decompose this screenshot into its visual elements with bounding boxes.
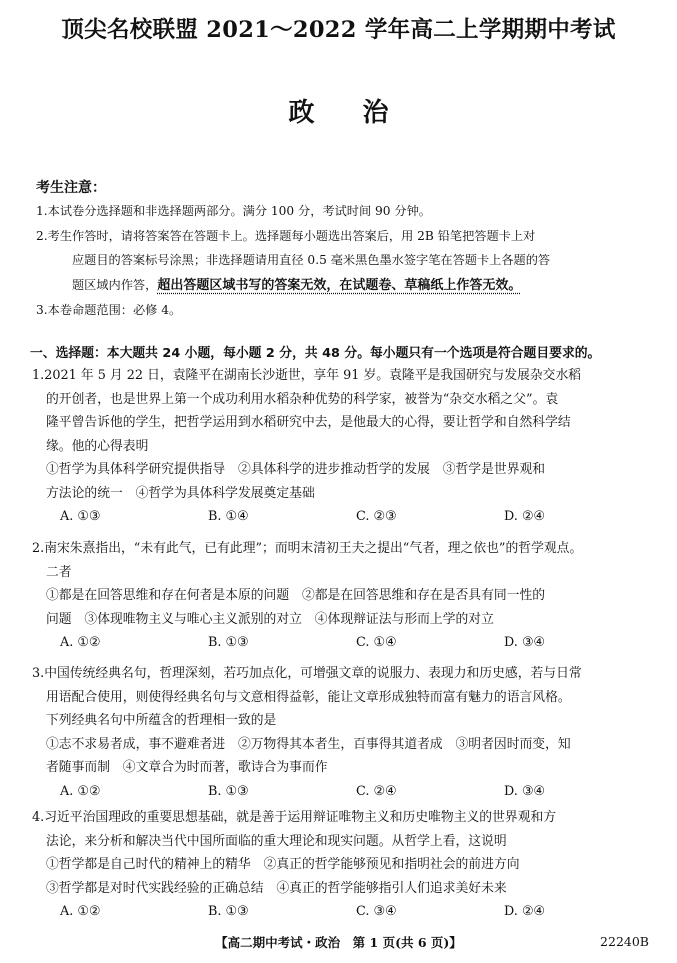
subject-title: 政治 [288, 98, 437, 128]
question-3 [32, 662, 652, 803]
notice-item: 题区域内作答， [72, 277, 158, 292]
question-line: 用语配合使用，则使得经典名句与文意相得益彰，能让文章形成独特而富有魅力的语言风格。 [46, 689, 571, 705]
option-a: A. ①② [60, 783, 101, 799]
question-line: 隆平曾告诉他的学生，把哲学运用到水稻研究中去，是他最大的心得，要让哲学和自然科学结 [46, 415, 571, 430]
question-line: 下列经典名句中所蕴含的哲理相一致的是 [46, 713, 277, 728]
question-line: 二者 [46, 564, 72, 580]
option-c: C. ②③ [356, 509, 397, 524]
notice-item: 2.考生作答时，请将答案答在答题卡上。选择题每小题选出答案后，用 2B 铅笔把答题卡上对 [36, 228, 536, 243]
notice-emphasis: 超出答题区域书写的答案无效，在试题卷、草稿纸上作答无效。 [157, 277, 522, 293]
option-b: B. ①③ [208, 904, 249, 919]
question-line: 的开创者，也是世界上第一个成功利用水稻杂种优势的科学家，被誉为“杂交水稻之父”。袁 [46, 391, 559, 407]
option-d: D. ②④ [504, 509, 545, 524]
options-row [32, 631, 652, 655]
option-a: A. ①③ [60, 509, 101, 524]
question-line: 1.2021 年 5 月 22 日，袁隆平在湖南长沙逝世，享年 91 岁。袁隆平是我国研究与发展杂交水稻 [32, 368, 582, 383]
option-b: B. ①③ [208, 783, 249, 799]
question-line: 缘。他的心得表明 [46, 438, 149, 454]
notice-item-line [36, 273, 651, 299]
notice-item: 应题目的答案标号涂黑；非选择题请用直径 0.5 毫米黑色墨水签字笔在答题卡上各题的答 [72, 253, 551, 267]
question-line: 问题 ③体现唯物主义与唯心主义派别的对立 ④体现辩证法与形而上学的对立 [46, 611, 494, 627]
notice-item: 1.本试卷分选择题和非选择题两部分。满分 100 分，考试时间 90 分钟。 [36, 204, 431, 218]
option-b: B. ①③ [208, 635, 249, 650]
question-line: ①志不求易者成，事不避难者进 ②万物得其本者生，百事得其道者成 ③明者因时而变，知 [46, 736, 571, 752]
option-c: C. ①④ [356, 635, 397, 650]
option-d: D. ③④ [504, 783, 545, 799]
page-footer: 【高二期中考试・政治 第 1 页(共 6 页)】 [215, 935, 462, 950]
paper-code: 22240B [600, 934, 649, 949]
question-line: ③哲学都是对时代实践经验的正确总结 ④真正的哲学能够指引人们追求美好未来 [46, 880, 507, 896]
question-line: 法论，来分析和解决当代中国所面临的重大理论和现实问题。从哲学上看，这说明 [46, 833, 507, 849]
options-row [32, 780, 652, 804]
options-row [32, 505, 652, 529]
question-line: ①哲学都是自己时代的精神上的精华 ②真正的哲学能够预见和指明社会的前进方向 [46, 857, 520, 872]
question-line: ①都是在回答思维和存在何者是本原的问题 ②都是在回答思维和存在是否具有同一性的 [46, 588, 546, 603]
exam-title: 顶尖名校联盟 2021～2022 学年高二上学期期中考试 [61, 17, 616, 43]
question-1 [32, 364, 652, 529]
option-b: B. ①④ [208, 509, 249, 524]
question-line: 者随事而制 ④文章合为时而著，歌诗合为事而作 [46, 760, 328, 775]
option-c: C. ②④ [356, 783, 397, 799]
question-line: 2.南宋朱熹指出，“未有此气，已有此理”；而明末清初王夫之提出“气者，理之依也”的哲学观点。 [32, 541, 583, 556]
question-4 [32, 806, 652, 924]
options-row [32, 900, 652, 924]
option-d: D. ③④ [504, 635, 545, 650]
option-a: A. ①② [60, 635, 101, 650]
question-line: 3.中国传统经典名句，哲理深刻，若巧加点化，可增强文章的说服力、表现力和历史感，若与日常 [32, 666, 582, 681]
notice-heading: 考生注意： [36, 180, 106, 196]
question-2 [32, 537, 652, 655]
section-heading: 一、选择题：本大题共 24 小题，每小题 2 分，共 48 分。每小题只有一个选项是符合题目要求的。 [30, 346, 601, 361]
question-line: 4.习近平治国理政的重要思想基础，就是善于运用辩证唯物主义和历史唯物主义的世界观和方 [32, 810, 557, 825]
question-line: ①哲学为具体科学研究提供指导 ②具体科学的进步推动哲学的发展 ③哲学是世界观和 [46, 462, 546, 477]
option-c: C. ③④ [356, 904, 397, 919]
option-d: D. ②④ [504, 904, 545, 919]
question-line: 方法论的统一 ④哲学为具体科学发展奠定基础 [46, 485, 315, 501]
option-a: A. ①② [60, 904, 101, 919]
notice-item: 3.本卷命题范围：必修 4。 [36, 303, 182, 317]
notice-list [36, 199, 651, 323]
